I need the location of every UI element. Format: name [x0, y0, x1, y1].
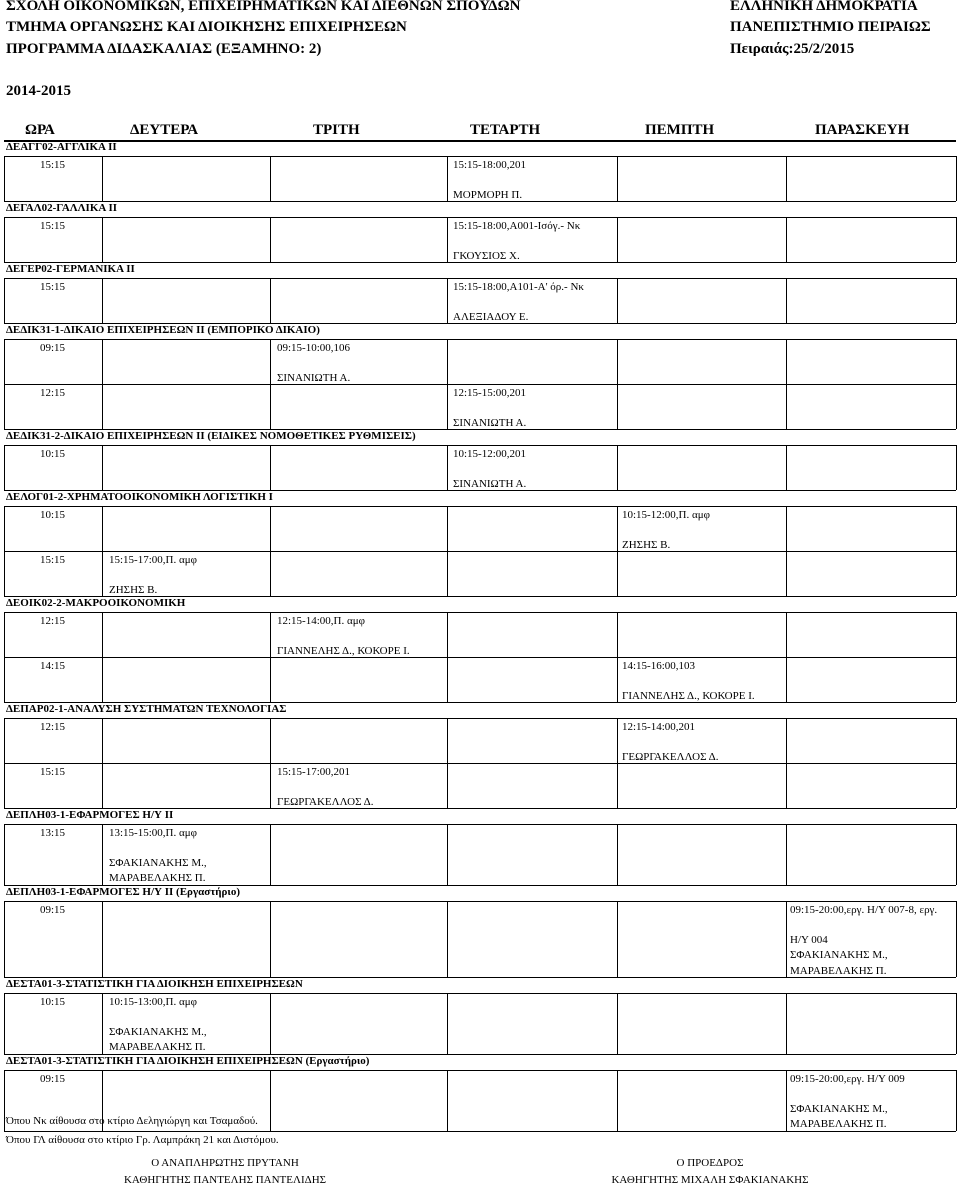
class-entry-thursday: ΓΕΩΡΓΑΚΕΛΛΟΣ Δ.: [622, 751, 719, 763]
column-rule: [956, 445, 957, 490]
column-rule: [956, 824, 957, 885]
column-rule: [956, 612, 957, 657]
column-rule: [447, 384, 448, 429]
column-rule: [4, 506, 5, 551]
column-rule: [786, 612, 787, 657]
document-date: Πειραιάς:25/2/2015: [730, 41, 855, 57]
column-rule: [956, 763, 957, 808]
class-entry-monday: ΖΗΣΗΣ Β.: [109, 584, 158, 596]
column-rule: [786, 993, 787, 1054]
column-rule: [617, 217, 618, 262]
class-entry-tuesday: ΣΙΝΑΝΙΩΤΗ Α.: [277, 372, 351, 384]
column-rule: [4, 339, 5, 384]
column-rule: [617, 718, 618, 763]
column-rule: [617, 445, 618, 490]
column-rule: [270, 278, 271, 323]
column-rule: [270, 612, 271, 657]
column-rule: [4, 156, 5, 201]
course-title: ΔΕΠΛΗ03-1-ΕΦΑΡΜΟΓΕΣ Η/Υ ΙΙ (Εργαστήριο): [6, 886, 240, 898]
column-header-monday: ΔΕΥΤΕΡΑ: [130, 122, 199, 138]
class-entry-thursday: 10:15-12:00,Π. αμφ: [622, 509, 710, 521]
column-rule: [447, 278, 448, 323]
column-rule: [956, 156, 957, 201]
class-entry-wednesday: 15:15-18:00,Α101-Α' όρ.- Νκ: [453, 281, 584, 293]
class-entry-thursday: ΓΙΑΝΝΕΛΗΣ Δ., ΚΟΚΟΡΕ Ι.: [622, 690, 755, 702]
time-slot: 15:15: [40, 766, 66, 778]
column-rule: [270, 156, 271, 201]
column-rule: [956, 901, 957, 977]
class-entry-monday: ΣΦΑΚΙΑΝΑΚΗΣ Μ.,: [109, 1026, 207, 1038]
class-entry-wednesday: ΜΟΡΜΟΡΗ Π.: [453, 189, 523, 201]
column-rule: [447, 612, 448, 657]
column-rule: [956, 718, 957, 763]
column-rule: [270, 824, 271, 885]
time-slot: 15:15: [40, 159, 66, 171]
column-rule: [447, 657, 448, 702]
column-rule: [270, 339, 271, 384]
department-name: ΤΜΗΜΑ ΟΡΓΑΝΩΣΗΣ ΚΑΙ ΔΙΟΙΚΗΣΗΣ ΕΠΙΧΕΙΡΗΣΕΩΝ: [6, 19, 407, 35]
column-header-tuesday: ΤΡΙΤΗ: [313, 122, 360, 138]
time-slot: 12:15: [40, 721, 66, 733]
program-title: ΠΡΟΓΡΑΜΜΑ ΔΙΔΑΣΚΑΛΙΑΣ (ΕΞΑΜΗΝΟ: 2): [6, 41, 322, 57]
class-entry-friday: 09:15-20:00,εργ. Η/Υ 009: [790, 1073, 905, 1085]
column-rule: [956, 339, 957, 384]
course-rule: [4, 1070, 956, 1071]
column-rule: [102, 824, 103, 885]
row-rule: [4, 201, 956, 202]
time-slot: 13:15: [40, 827, 66, 839]
column-rule: [786, 551, 787, 596]
column-rule: [102, 718, 103, 763]
course-title: ΔΕΓΕΡ02-ΓΕΡΜΑΝΙΚΑ ΙΙ: [6, 263, 135, 275]
column-rule: [270, 384, 271, 429]
column-rule: [447, 445, 448, 490]
column-header-time: ΩΡΑ: [25, 122, 55, 138]
course-rule: [4, 824, 956, 825]
course-title: ΔΕΓΑΛ02-ΓΑΛΛΙΚΑ ΙΙ: [6, 202, 118, 214]
column-rule: [4, 763, 5, 808]
class-entry-tuesday: 12:15-14:00,Π. αμφ: [277, 615, 365, 627]
class-entry-friday: ΣΦΑΚΙΑΝΑΚΗΣ Μ.,: [790, 1103, 888, 1115]
column-rule: [270, 551, 271, 596]
column-rule: [270, 901, 271, 977]
column-rule: [270, 217, 271, 262]
class-entry-monday: 15:15-17:00,Π. αμφ: [109, 554, 197, 566]
column-rule: [617, 384, 618, 429]
column-rule: [786, 217, 787, 262]
time-slot: 09:15: [40, 342, 66, 354]
column-rule: [956, 1070, 957, 1131]
class-entry-tuesday: ΓΕΩΡΓΑΚΕΛΛΟΣ Δ.: [277, 796, 374, 808]
course-rule: [4, 506, 956, 507]
column-rule: [786, 156, 787, 201]
column-rule: [617, 612, 618, 657]
column-rule: [270, 718, 271, 763]
class-entry-wednesday: ΣΙΝΑΝΙΩΤΗ Α.: [453, 417, 527, 429]
course-title: ΔΕΣΤΑ01-3-ΣΤΑΤΙΣΤΙΚΗ ΓΙΑ ΔΙΟΙΚΗΣΗ ΕΠΙΧΕΙΡΗΣΕΩΝ: [6, 978, 303, 990]
signature-president-role: Ο ΠΡΟΕΔΡΟΣ: [676, 1157, 744, 1169]
column-rule: [270, 993, 271, 1054]
column-rule: [270, 1070, 271, 1131]
time-slot: 12:15: [40, 387, 66, 399]
column-rule: [447, 901, 448, 977]
row-rule: [4, 384, 956, 385]
time-slot: 10:15: [40, 448, 66, 460]
column-rule: [956, 278, 957, 323]
column-rule: [4, 278, 5, 323]
column-rule: [102, 156, 103, 201]
class-entry-wednesday: ΣΙΝΑΝΙΩΤΗ Α.: [453, 478, 527, 490]
column-rule: [786, 506, 787, 551]
column-rule: [102, 657, 103, 702]
note-nk: Όπου Νκ αίθουσα στο κτίριο Δεληγιώργη και Τσαμαδού.: [6, 1115, 258, 1127]
column-rule: [102, 278, 103, 323]
class-entry-monday: ΜΑΡΑΒΕΛΑΚΗΣ Π.: [109, 1041, 206, 1053]
class-entry-wednesday: 15:15-18:00,201: [453, 159, 527, 171]
class-entry-thursday: 14:15-16:00,103: [622, 660, 696, 672]
column-rule: [102, 217, 103, 262]
column-header-wednesday: ΤΕΤΑΡΤΗ: [470, 122, 541, 138]
column-rule: [617, 156, 618, 201]
column-rule: [447, 217, 448, 262]
course-title: ΔΕΛΟΓ01-2-ΧΡΗΜΑΤΟΟΙΚΟΝΟΜΙΚΗ ΛΟΓΙΣΤΙΚΗ Ι: [6, 491, 273, 503]
class-entry-monday: ΜΑΡΑΒΕΛΑΚΗΣ Π.: [109, 872, 206, 884]
column-rule: [4, 824, 5, 885]
class-entry-monday: ΣΦΑΚΙΑΝΑΚΗΣ Μ.,: [109, 857, 207, 869]
column-rule: [447, 551, 448, 596]
column-rule: [4, 718, 5, 763]
column-rule: [4, 384, 5, 429]
column-rule: [786, 339, 787, 384]
column-rule: [786, 657, 787, 702]
column-rule: [956, 551, 957, 596]
time-slot: 15:15: [40, 281, 66, 293]
column-rule: [4, 612, 5, 657]
note-gl: Όπου ΓΛ αίθουσα στο κτίριο Γρ. Λαμπράκη 21 και Διστόμου.: [6, 1134, 279, 1146]
column-rule: [102, 445, 103, 490]
time-slot: 09:15: [40, 1073, 66, 1085]
class-entry-wednesday: 10:15-12:00,201: [453, 448, 527, 460]
column-rule: [447, 993, 448, 1054]
column-rule: [447, 824, 448, 885]
column-rule: [617, 506, 618, 551]
column-rule: [617, 278, 618, 323]
class-entry-wednesday: 12:15-15:00,201: [453, 387, 527, 399]
time-slot: 09:15: [40, 904, 66, 916]
column-rule: [786, 278, 787, 323]
column-rule: [447, 718, 448, 763]
time-slot: 15:15: [40, 554, 66, 566]
column-rule: [786, 1070, 787, 1131]
column-rule: [4, 217, 5, 262]
column-rule: [102, 384, 103, 429]
column-rule: [617, 993, 618, 1054]
course-rule: [4, 993, 956, 994]
column-rule: [102, 339, 103, 384]
course-title: ΔΕΔΙΚ31-1-ΔΙΚΑΙΟ ΕΠΙΧΕΙΡΗΣΕΩΝ ΙΙ (ΕΜΠΟΡΙΚΟ ΔΙΚΑΙΟ): [6, 324, 320, 336]
signature-vice-rector-name: ΚΑΘΗΓΗΤΗΣ ΠΑΝΤΕΛΗΣ ΠΑΝΤΕΛΙΔΗΣ: [123, 1174, 327, 1186]
time-slot: 12:15: [40, 615, 66, 627]
column-rule: [447, 339, 448, 384]
column-rule: [270, 657, 271, 702]
column-header-thursday: ΠΕΜΠΤΗ: [645, 122, 715, 138]
class-entry-thursday: ΖΗΣΗΣ Β.: [622, 539, 671, 551]
course-rule: [4, 445, 956, 446]
column-rule: [617, 1070, 618, 1131]
column-rule: [102, 612, 103, 657]
class-entry-tuesday: 09:15-10:00,106: [277, 342, 351, 354]
row-rule: [4, 1131, 956, 1132]
course-rule: [4, 339, 956, 340]
class-entry-tuesday: ΓΙΑΝΝΕΛΗΣ Δ., ΚΟΚΟΡΕ Ι.: [277, 645, 410, 657]
course-title: ΔΕΠΑΡ02-1-ΑΝΑΛΥΣΗ ΣΥΣΤΗΜΑΤΩΝ ΤΕΧΝΟΛΟΓΙΑΣ: [6, 703, 287, 715]
course-rule: [4, 612, 956, 613]
column-rule: [617, 339, 618, 384]
school-name: ΣΧΟΛΗ ΟΙΚΟΝΟΜΙΚΩΝ, ΕΠΙΧΕΙΡΗΜΑΤΙΚΩΝ ΚΑΙ ΔΙΕΘΝΩΝ ΣΠΟΥΔΩΝ: [6, 0, 521, 14]
time-slot: 14:15: [40, 660, 66, 672]
row-rule: [4, 551, 956, 552]
class-entry-friday: ΜΑΡΑΒΕΛΑΚΗΣ Π.: [790, 965, 887, 977]
row-rule: [4, 262, 956, 263]
column-rule: [617, 901, 618, 977]
class-entry-monday: 13:15-15:00,Π. αμφ: [109, 827, 197, 839]
class-entry-thursday: 12:15-14:00,201: [622, 721, 696, 733]
column-rule: [786, 763, 787, 808]
column-rule: [447, 1070, 448, 1131]
column-rule: [447, 763, 448, 808]
course-title: ΔΕΣΤΑ01-3-ΣΤΑΤΙΣΤΙΚΗ ΓΙΑ ΔΙΟΙΚΗΣΗ ΕΠΙΧΕΙΡΗΣΕΩΝ (Εργαστήριο): [6, 1055, 370, 1067]
column-rule: [4, 901, 5, 977]
column-rule: [956, 217, 957, 262]
class-entry-wednesday: ΓΚΟΥΣΙΟΣ Χ.: [453, 250, 520, 262]
course-title: ΔΕΔΙΚ31-2-ΔΙΚΑΙΟ ΕΠΙΧΕΙΡΗΣΕΩΝ ΙΙ (ΕΙΔΙΚΕΣ ΝΟΜΟΘΕΤΙΚΕΣ ΡΥΘΜΙΣΕΙΣ): [6, 430, 416, 442]
course-rule: [4, 217, 956, 218]
academic-year: 2014-2015: [6, 83, 71, 99]
column-rule: [956, 993, 957, 1054]
column-rule: [786, 824, 787, 885]
class-entry-tuesday: 15:15-17:00,201: [277, 766, 351, 778]
row-rule: [4, 763, 956, 764]
column-rule: [617, 657, 618, 702]
signature-president-name: ΚΑΘΗΓΗΤΗΣ ΜΙΧΑΛΗ ΣΦΑΚΙΑΝΑΚΗΣ: [611, 1174, 809, 1186]
course-title: ΔΕΟΙΚ02-2-ΜΑΚΡΟΟΙΚΟΝΟΜΙΚΗ: [6, 597, 186, 609]
column-rule: [786, 445, 787, 490]
column-rule: [956, 384, 957, 429]
row-rule: [4, 657, 956, 658]
column-rule: [617, 824, 618, 885]
column-rule: [786, 384, 787, 429]
column-rule: [102, 993, 103, 1054]
column-rule: [447, 506, 448, 551]
column-rule: [617, 763, 618, 808]
column-rule: [270, 763, 271, 808]
course-rule: [4, 156, 956, 157]
column-rule: [956, 657, 957, 702]
class-entry-friday: 09:15-20:00,εργ. Η/Υ 007-8, εργ.: [790, 904, 938, 916]
column-rule: [102, 506, 103, 551]
column-header-friday: ΠΑΡΑΣΚΕΥΗ: [815, 122, 910, 138]
university-name: ΠΑΝΕΠΙΣΤΗΜΙΟ ΠΕΙΡΑΙΩΣ: [730, 19, 931, 35]
class-entry-friday: ΜΑΡΑΒΕΛΑΚΗΣ Π.: [790, 1118, 887, 1130]
column-rule: [786, 901, 787, 977]
course-title: ΔΕΑΓΓ02-ΑΓΓΛΙΚΑ ΙΙ: [6, 141, 117, 153]
state-name: ΕΛΛΗΝΙΚΗ ΔΗΜΟΚΡΑΤΙΑ: [730, 0, 918, 14]
class-entry-wednesday: 15:15-18:00,Α001-Ισόγ.- Νκ: [453, 220, 581, 232]
column-rule: [102, 551, 103, 596]
class-entry-friday: Η/Υ 004: [790, 934, 828, 946]
column-rule: [4, 657, 5, 702]
course-rule: [4, 278, 956, 279]
column-rule: [102, 763, 103, 808]
course-title: ΔΕΠΛΗ03-1-ΕΦΑΡΜΟΓΕΣ Η/Υ ΙΙ: [6, 809, 174, 821]
class-entry-monday: 10:15-13:00,Π. αμφ: [109, 996, 197, 1008]
column-rule: [956, 506, 957, 551]
course-rule: [4, 901, 956, 902]
column-rule: [4, 551, 5, 596]
class-entry-wednesday: ΑΛΕΞΙΑΔΟΥ Ε.: [453, 311, 529, 323]
header-rule: [4, 140, 956, 142]
column-rule: [270, 445, 271, 490]
column-rule: [4, 1070, 5, 1131]
column-rule: [447, 156, 448, 201]
time-slot: 10:15: [40, 509, 66, 521]
signature-vice-rector-role: Ο ΑΝΑΠΛΗΡΩΤΗΣ ΠΡΥΤΑΝΗ: [151, 1157, 299, 1169]
course-rule: [4, 718, 956, 719]
time-slot: 15:15: [40, 220, 66, 232]
time-slot: 10:15: [40, 996, 66, 1008]
column-rule: [4, 445, 5, 490]
column-rule: [270, 506, 271, 551]
class-entry-friday: ΣΦΑΚΙΑΝΑΚΗΣ Μ.,: [790, 949, 888, 961]
column-rule: [102, 901, 103, 977]
column-rule: [786, 718, 787, 763]
column-rule: [617, 551, 618, 596]
column-rule: [4, 993, 5, 1054]
